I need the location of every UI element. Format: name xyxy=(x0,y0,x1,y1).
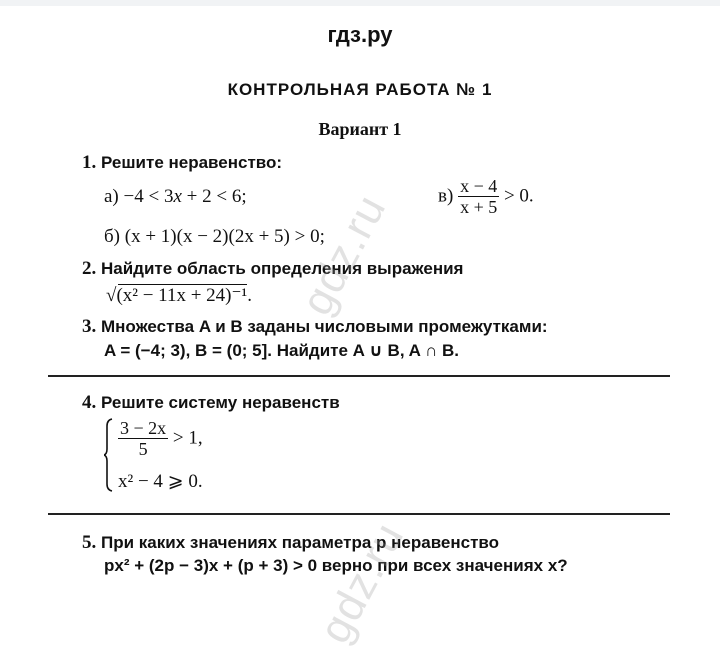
watermark-2: gdz.ru xyxy=(310,514,414,652)
task-1c-label: в) xyxy=(438,185,454,207)
task-1c xyxy=(438,176,534,217)
task-1b xyxy=(104,226,325,248)
task-3-number: 3. xyxy=(82,316,97,337)
task-1a-expr-post: + 2 < 6; xyxy=(181,186,247,207)
task-3-heading xyxy=(82,316,548,338)
task-5-line-2: px² + (2p − 3)x + (p + 3) > 0 верно при всех значениях x? xyxy=(104,556,568,575)
task-4-number: 4. xyxy=(82,392,97,413)
task-3-line-2: A = (−4; 3), B = (0; 5]. Найдите A ∪ B, A ∩ B. xyxy=(104,341,460,360)
task-4-fraction xyxy=(118,418,168,459)
task-1b-label: б) xyxy=(104,226,120,247)
section-divider-2 xyxy=(48,513,670,515)
task-2-tail: . xyxy=(247,285,252,306)
site-logo-text: гдз.ру xyxy=(327,22,393,47)
sqrt-sign: √(x² − 11x + 24)⁻¹ xyxy=(106,285,248,306)
watermark-1: gdz.ru xyxy=(292,186,396,324)
task-4-prompt: Решите систему неравенств xyxy=(101,393,340,412)
task-1c-tail: > 0. xyxy=(503,185,534,207)
task-1c-denominator: x + 5 xyxy=(460,197,498,217)
task-2-radicand: (x² − 11x + 24)⁻¹ xyxy=(116,285,248,306)
task-1c-fraction xyxy=(458,176,499,217)
task-1a xyxy=(104,186,247,208)
task-2-number: 2. xyxy=(82,258,97,279)
task-1a-expr-pre: −4 < 3 xyxy=(123,186,174,207)
variant-heading: Вариант 1 xyxy=(318,119,402,139)
task-1c-numerator: x − 4 xyxy=(460,176,498,196)
document-title: КОНТРОЛЬНАЯ РАБОТА № 1 xyxy=(227,80,493,99)
task-3-line-1: Множества A и B заданы числовыми промежутками: xyxy=(101,317,548,336)
task-1-prompt: Решите неравенство: xyxy=(101,153,283,172)
task-1b-expr: (x + 1)(x − 2)(2x + 5) > 0; xyxy=(124,226,325,247)
task-4-numerator: 3 − 2x xyxy=(120,418,167,438)
task-5-line-1: При каких значениях параметра p неравенство xyxy=(101,533,500,552)
task-2-heading xyxy=(82,258,463,280)
top-bar xyxy=(0,0,720,6)
task-5-heading xyxy=(82,532,499,554)
task-4-heading xyxy=(82,392,340,414)
sqrt-bar xyxy=(118,284,247,285)
section-divider-1 xyxy=(48,375,670,377)
task-4-row-1 xyxy=(118,418,203,459)
task-2-prompt: Найдите область определения выражения xyxy=(101,259,464,278)
system-brace xyxy=(104,418,113,492)
task-1-number: 1. xyxy=(82,152,97,173)
task-1a-label: а) xyxy=(104,186,119,207)
task-4-denominator: 5 xyxy=(138,439,148,459)
task-1a-var: x xyxy=(173,186,182,207)
task-4-row-1-tail: > 1, xyxy=(172,427,203,449)
task-5-number: 5. xyxy=(82,532,97,553)
task-2-expression xyxy=(106,284,252,307)
task-1-heading xyxy=(82,152,282,174)
task-4-row-2: x² − 4 ⩾ 0. xyxy=(118,471,203,492)
